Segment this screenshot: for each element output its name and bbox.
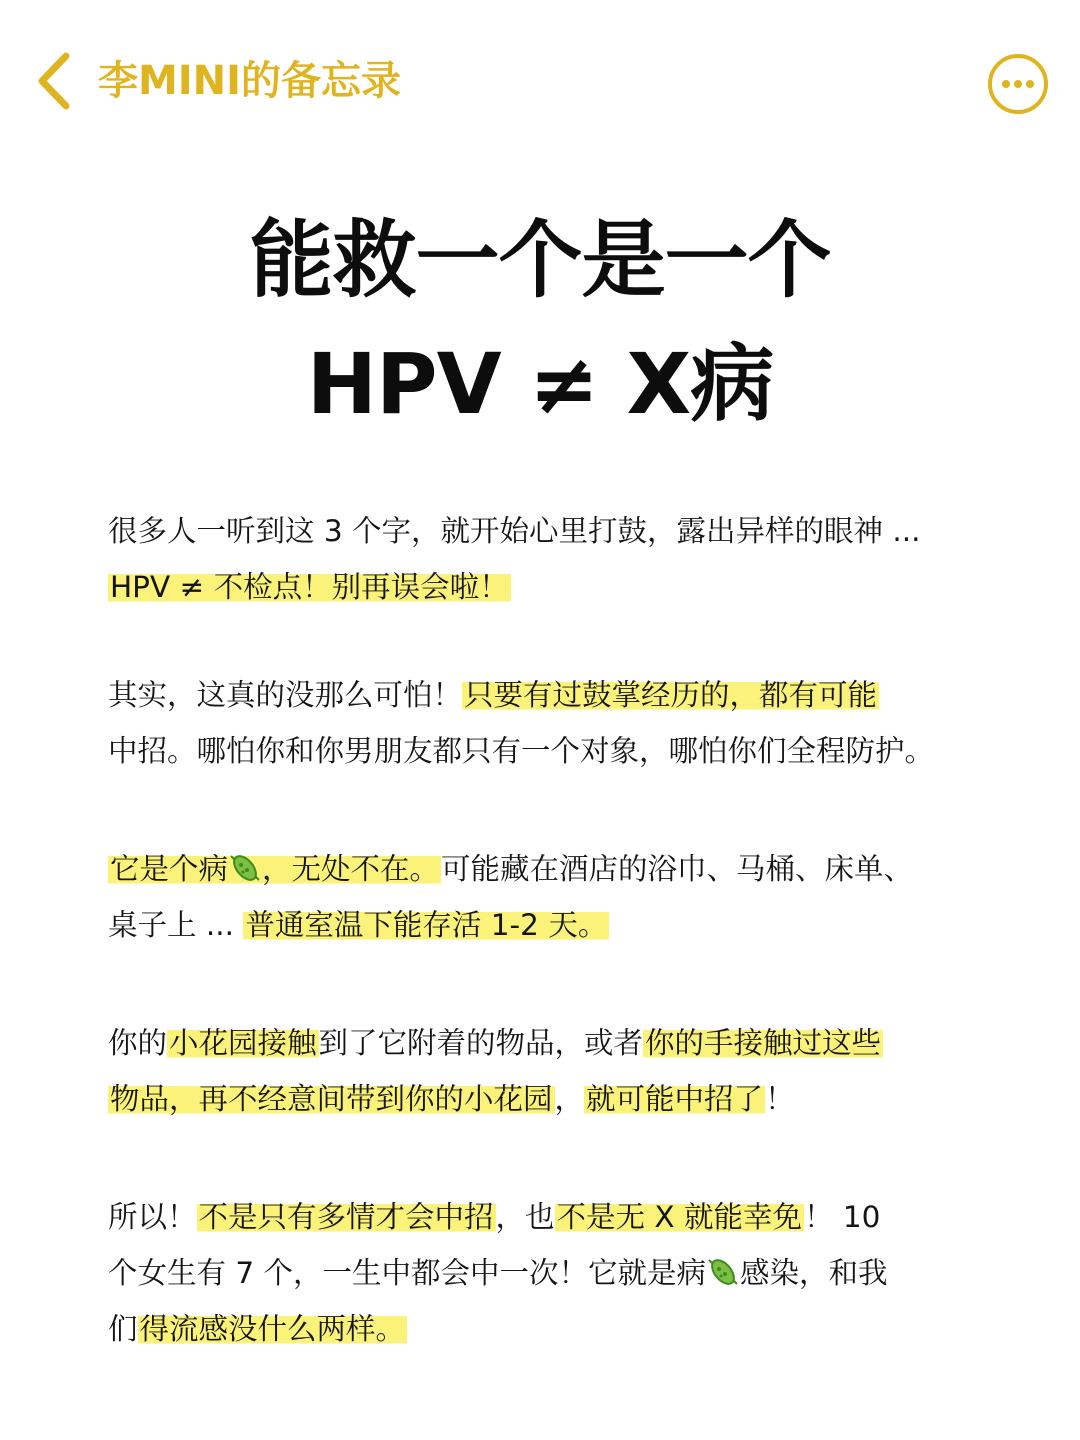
ellipsis-icon bbox=[1001, 79, 1035, 89]
text: 中招。哪怕你和你男朋友都只有一个对象，哪怕你们全程防护。 bbox=[108, 734, 935, 768]
text: 感染，和我 bbox=[740, 1256, 888, 1290]
text-line bbox=[108, 1245, 988, 1301]
paragraph-1 bbox=[108, 503, 988, 615]
title-line-1: 能救一个是一个 bbox=[249, 211, 831, 309]
text-line bbox=[108, 503, 988, 559]
text: 很多人一听到这 3 个字，就开始心里打鼓，露出异样的眼神 ... bbox=[108, 514, 921, 548]
text-line bbox=[108, 1015, 988, 1071]
text: 其实，这真的没那么可怕！ bbox=[108, 678, 463, 712]
text: 你的 bbox=[108, 1026, 168, 1060]
text: ！ bbox=[765, 1082, 795, 1116]
highlighted-text: 不是无 X 就能幸免 bbox=[556, 1200, 803, 1234]
paragraph-3 bbox=[108, 841, 988, 953]
text: 个女生有 7 个，一生中都会中一次！它就是病 bbox=[108, 1256, 707, 1290]
highlighted-text: 不是只有多情才会中招 bbox=[198, 1200, 494, 1234]
highlighted-text: 只要有过鼓掌经历的，都有可能 bbox=[464, 678, 878, 712]
microbe-icon bbox=[228, 851, 262, 885]
text: 到了它附着的物品，或者 bbox=[318, 1026, 644, 1060]
highlighted-text: 小花园接触 bbox=[169, 1026, 317, 1060]
nav-bar bbox=[0, 0, 1080, 170]
text-line bbox=[108, 559, 988, 615]
highlighted-text: 就可能中招了 bbox=[586, 1082, 764, 1116]
text: 所以！ bbox=[108, 1200, 197, 1234]
highlighted-text: 普通室温下能存活 1-2 天。 bbox=[245, 908, 608, 942]
more-button[interactable] bbox=[988, 54, 1048, 114]
text: 桌子上 ... bbox=[108, 908, 244, 942]
highlighted-text: HPV ≠ 不检点！别再误会啦！ bbox=[110, 570, 509, 604]
highlighted-text: 物品，再不经意间带到你的小花园 bbox=[110, 1082, 553, 1116]
text: ，无处不在。 bbox=[262, 852, 440, 886]
highlighted-text bbox=[108, 852, 441, 886]
back-button[interactable] bbox=[32, 48, 401, 114]
paragraph-4 bbox=[108, 1015, 988, 1127]
text: ， bbox=[554, 1082, 585, 1116]
text-line bbox=[108, 723, 988, 779]
highlighted-text: 你的手接触过这些 bbox=[645, 1026, 882, 1060]
paragraph-2 bbox=[108, 667, 988, 779]
title-line-2: HPV ≠ X病 bbox=[306, 335, 774, 433]
note-title bbox=[0, 198, 1080, 446]
text-line bbox=[108, 667, 988, 723]
note-body bbox=[108, 503, 988, 1357]
text-line bbox=[108, 897, 988, 953]
text-line bbox=[108, 1071, 988, 1127]
highlighted-text: 得流感没什么两样。 bbox=[139, 1312, 406, 1346]
text: 们 bbox=[108, 1312, 138, 1346]
text: 可能藏在酒店的浴巾、马桶、床单、 bbox=[441, 852, 914, 886]
text-line bbox=[108, 1301, 988, 1357]
microbe-icon bbox=[706, 1255, 740, 1289]
paragraph-5 bbox=[108, 1189, 988, 1357]
chevron-left-icon bbox=[32, 48, 76, 114]
text: 它是个病 bbox=[110, 852, 229, 886]
back-label: 李MINI的备忘录 bbox=[98, 58, 402, 104]
text-line bbox=[108, 841, 988, 897]
text: ！ 10 bbox=[804, 1200, 881, 1234]
text: ，也 bbox=[495, 1200, 555, 1234]
text-line bbox=[108, 1189, 988, 1245]
